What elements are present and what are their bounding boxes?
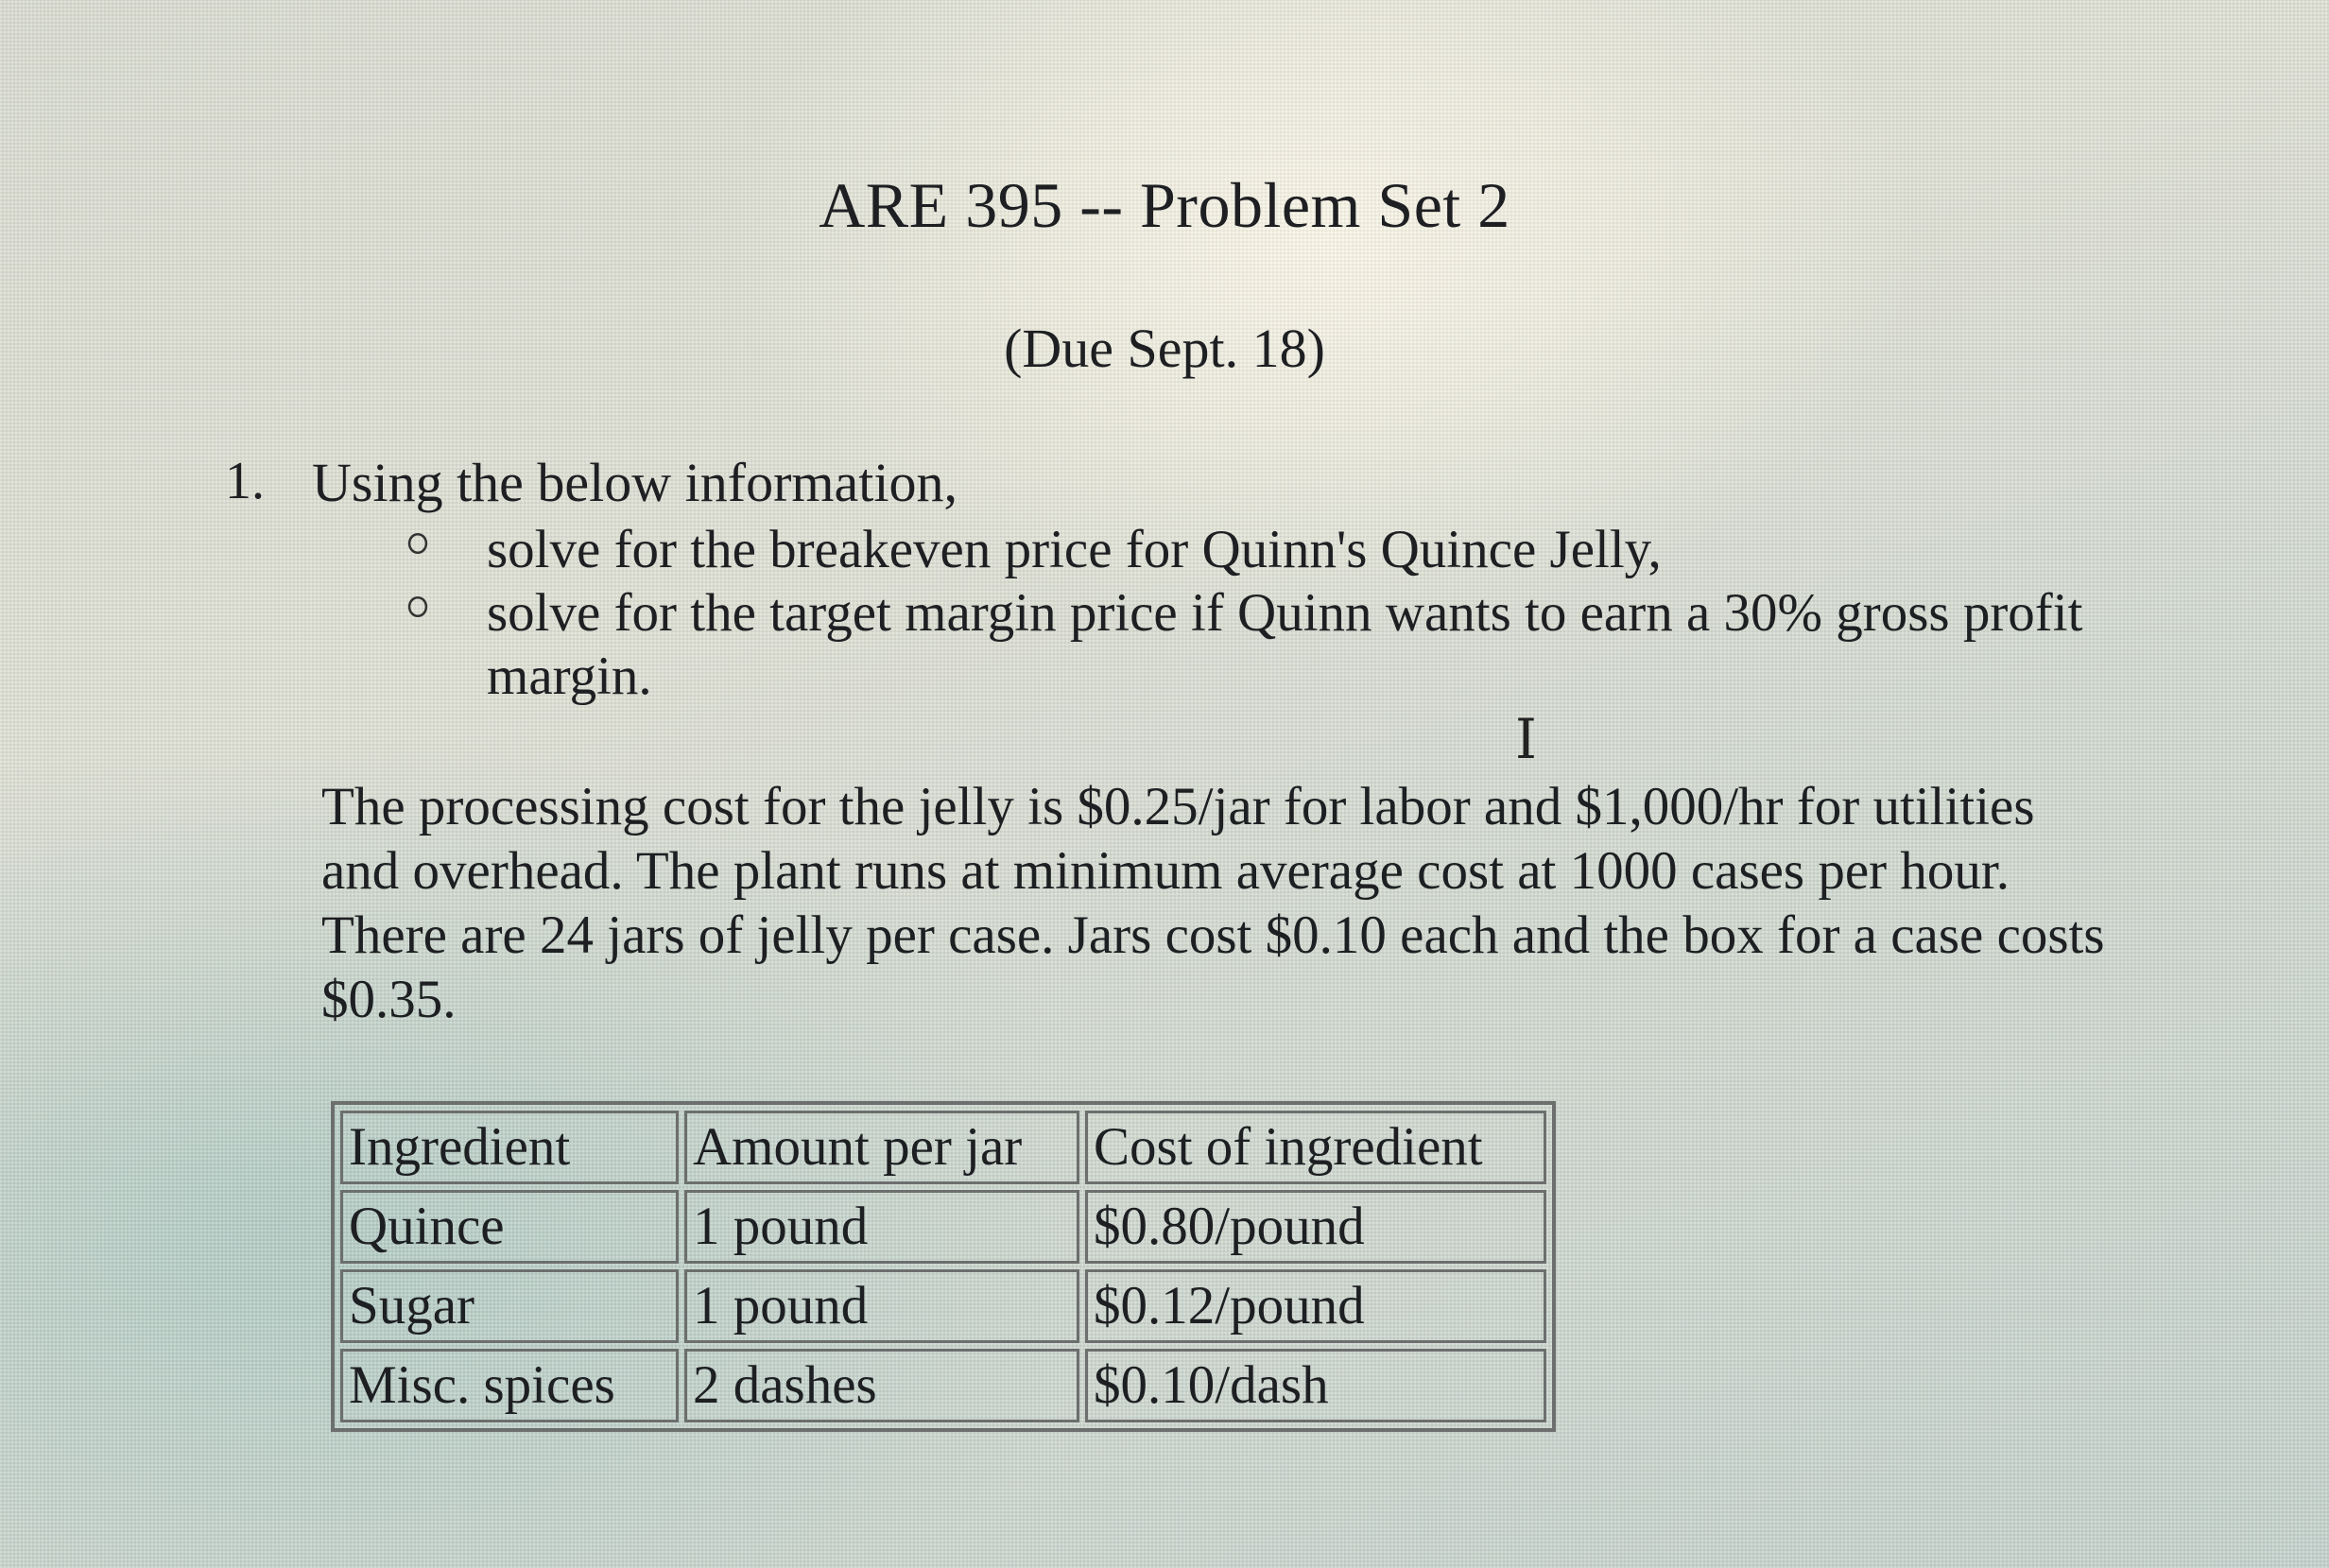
table-cell: Sugar <box>340 1269 679 1343</box>
table-row <box>340 1190 1546 1264</box>
table-cell: $0.12/pound <box>1085 1269 1546 1343</box>
text-cursor-icon: I <box>1515 707 1537 771</box>
header-cell: Cost of ingredient <box>1085 1111 1546 1184</box>
circle-bullet-icon <box>408 533 427 554</box>
page-title <box>0 168 2329 243</box>
table-row <box>340 1269 1546 1343</box>
question-intro: Using the below information, <box>312 452 958 513</box>
list-item-text: solve for the breakeven price for Quinn's Quince Jelly, <box>487 520 1662 579</box>
table-cell: 1 pound <box>684 1190 1079 1264</box>
circle-bullet-icon <box>408 596 427 617</box>
table-cell: Misc. spices <box>340 1349 679 1422</box>
table-cell: $0.10/dash <box>1085 1349 1546 1422</box>
question-number: 1. <box>225 452 265 510</box>
list-item <box>397 581 2193 708</box>
list-item <box>397 518 2193 581</box>
cost-paragraph: The processing cost for the jelly is $0.25/jar for labor and $1,000/hr for utilities and overhead. The plant runs at minimum average cost at 1000 cases per hour. There are 24 jars of jelly per case. Jars cost $0.10 each and the box for a case costs $0.35. <box>321 777 2105 1029</box>
page-title-text: ARE 395 -- Problem Set 2 <box>819 169 1510 241</box>
table-cell: 2 dashes <box>684 1349 1079 1422</box>
table-header-row <box>340 1111 1546 1184</box>
due-date: (Due Sept. 18) <box>1004 318 1325 379</box>
bullet-list <box>397 518 2193 708</box>
table-cell: Quince <box>340 1190 679 1264</box>
header-cell: Ingredient <box>340 1111 679 1184</box>
table-cell: 1 pound <box>684 1269 1079 1343</box>
table-cell: $0.80/pound <box>1085 1190 1546 1264</box>
header-cell: Amount per jar <box>684 1111 1079 1184</box>
ingredient-table <box>331 1101 1556 1432</box>
table-row <box>340 1349 1546 1422</box>
list-item-text: solve for the target margin price if Quinn wants to earn a 30% gross profit margin. <box>487 583 2083 706</box>
